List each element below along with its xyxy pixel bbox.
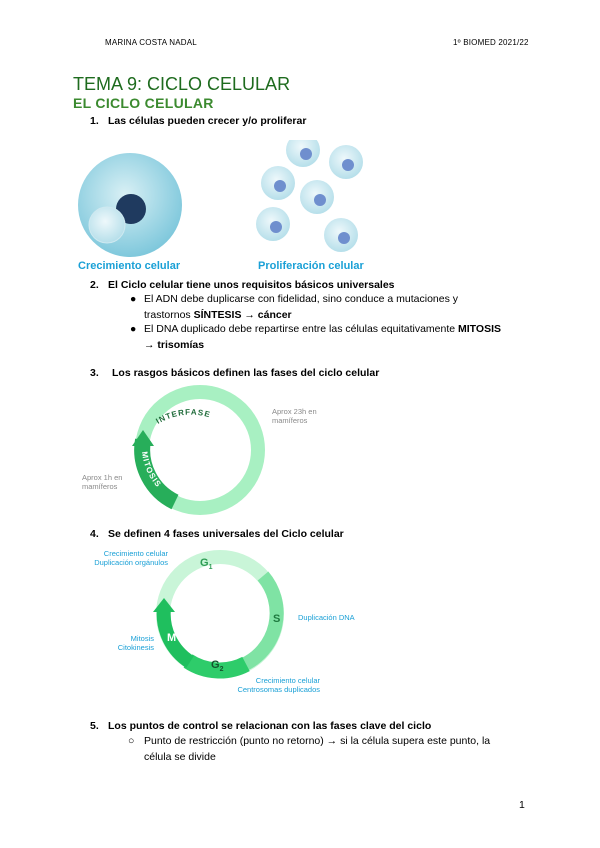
bullet-restriction-point xyxy=(144,733,544,765)
section-5-number: 5. xyxy=(90,720,99,732)
header-course: 1º BIOMED 2021/22 xyxy=(453,38,529,47)
interfase-label: INTERFASE xyxy=(154,407,212,426)
m-label: M xyxy=(167,632,177,644)
s-label: S xyxy=(273,613,281,625)
m-desc-line-1: Mitosis xyxy=(130,634,154,643)
proliferating-cells xyxy=(256,140,363,252)
bullet-icon: ● xyxy=(130,323,137,335)
bullet-dna-line-2-bold: SÍNTESIS → cáncer xyxy=(193,309,292,321)
section-subtitle: EL CICLO CELULAR xyxy=(73,95,214,111)
bullet-dist-line-2 xyxy=(144,337,554,353)
bullet-dna-line-1: El ADN debe duplicarse con fidelidad, sino conduce a mutaciones y xyxy=(144,293,459,305)
section-1-heading: Las células pueden crecer y/o proliferar xyxy=(108,115,307,127)
g2-description xyxy=(228,676,320,694)
interfase-note-line-1: Aprox 23h en xyxy=(272,407,317,416)
growing-cell xyxy=(78,153,182,257)
section-2-heading: El Ciclo celular tiene unos requisitos básicos universales xyxy=(108,279,395,291)
bullet-dist-line-1 xyxy=(144,321,554,337)
restriction-line-2: célula se divide xyxy=(144,751,216,763)
g2-desc-line-2: Centrosomas duplicados xyxy=(237,685,320,694)
header-author: MARINA COSTA NADAL xyxy=(105,38,197,47)
g2-desc-line-1: Crecimiento celular xyxy=(255,676,320,685)
section-5-heading: Los puntos de control se relacionan con las fases clave del ciclo xyxy=(108,720,432,732)
g1-desc-line-1: Crecimiento celular xyxy=(103,549,168,558)
cell-cycle-two-phase-diagram xyxy=(120,380,280,520)
interfase-duration-note xyxy=(272,407,317,425)
cell-growth-figure xyxy=(70,140,390,260)
interfase-note-line-2: mamíferos xyxy=(272,416,308,425)
bullet-dna-duplication xyxy=(144,291,544,323)
page-title: TEMA 9: CICLO CELULAR xyxy=(73,74,291,94)
mitosis-label: MITOSIS xyxy=(139,450,164,490)
bullet-dna-distribution xyxy=(144,321,554,353)
g1-desc-line-2: Duplicación orgánulos xyxy=(94,558,168,567)
section-3-number: 3. xyxy=(90,367,99,379)
section-2-number: 2. xyxy=(90,279,99,291)
m-desc-line-2: Citokinesis xyxy=(117,643,154,652)
bullet-dist-line-1-bold: MITOSIS xyxy=(458,323,501,335)
growth-label: Crecimiento celular xyxy=(78,260,181,272)
mitosis-note-line-1: Aprox 1h en xyxy=(82,473,123,482)
page-number: 1 xyxy=(519,799,525,811)
g1-label: $G_1$ xyxy=(200,557,213,571)
section-3-heading: Los rasgos básicos definen las fases del ciclo celular xyxy=(112,367,380,379)
m-description xyxy=(100,634,154,652)
section-1-number: 1. xyxy=(90,115,99,127)
section-4-heading: Se definen 4 fases universales del Ciclo celular xyxy=(108,528,344,540)
mitosis-note-line-2: mamíferos xyxy=(82,482,118,491)
g2-label: $G_2$ xyxy=(211,659,224,673)
g1-description xyxy=(82,549,168,567)
cell-cycle-four-phase-diagram xyxy=(148,548,298,688)
circle-bullet-icon: ○ xyxy=(128,735,135,747)
bullet-dna-line-2-text: trastornos xyxy=(144,309,194,321)
bullet-dist-line-2-bold: → trisomías xyxy=(144,339,205,351)
bullet-icon: ● xyxy=(130,293,137,305)
proliferation-label: Proliferación celular xyxy=(258,260,364,272)
restriction-line-1: Punto de restricción (punto no retorno) → si la célula supera este punto, la xyxy=(144,735,491,747)
mitosis-duration-note xyxy=(82,473,122,491)
section-4-number: 4. xyxy=(90,528,99,540)
bullet-dist-line-1-text: El DNA duplicado debe repartirse entre las células equitativamente xyxy=(144,323,459,335)
s-description: Duplicación DNA xyxy=(298,613,355,622)
